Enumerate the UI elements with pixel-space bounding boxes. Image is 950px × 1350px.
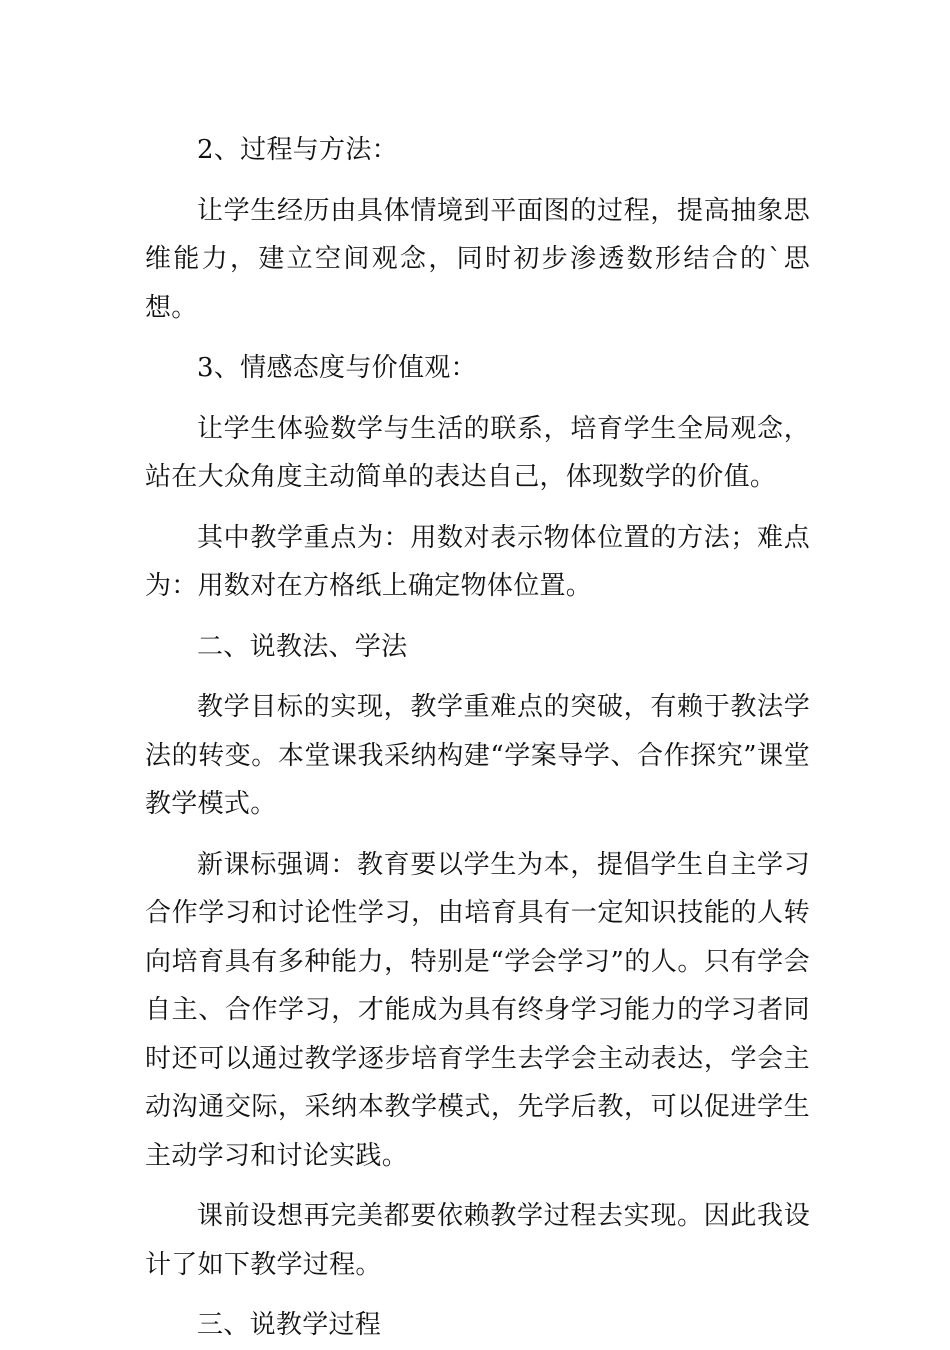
paragraph-new-curriculum: 新课标强调：教育要以学生为本，提倡学生自主学习合作学习和讨论性学习，由培育具有一定知识技能的人转向培育具有多种能力，特别是“学会学习”的人。只有学会自主、合作学习，才能成为具有终身学习能力的学习者同时还可以通过教学逐步培育学生去学会主动表达，学会主动沟通交际，采纳本教学模式，先学后教，可以促进学生主动学习和讨论实践。 — [145, 849, 810, 1171]
document-body — [145, 126, 810, 1350]
section-heading-process-method: 2、过程与方法： — [197, 135, 398, 165]
paragraph-emotion-values: 让学生体验数学与生活的联系，培育学生全局观念，站在大众角度主动简单的表达自己，体现数学的价值。 — [145, 413, 810, 492]
paragraph-process-method: 让学生经历由具体情境到平面图的过程，提高抽象思维能力，建立空间观念，同时初步渗透数形结合的`思想。 — [145, 195, 810, 323]
section-heading-teaching-process: 三、说教学过程 — [197, 1310, 382, 1340]
section-heading-emotion-values: 3、情感态度与价值观： — [197, 353, 477, 383]
paragraph-teaching-mode: 教学目标的实现，教学重难点的突破，有赖于教法学法的转变。本堂课我采纳构建“学案导学、合作探究”课堂教学模式。 — [145, 692, 810, 819]
section-heading-teaching-methods: 二、说教法、学法 — [197, 631, 408, 662]
paragraph-key-difficult-points: 其中教学重点为：用数对表示物体位置的方法；难点为：用数对在方格纸上确定物体位置。 — [145, 522, 810, 601]
paragraph-teaching-design: 课前设想再完美都要依赖教学过程去实现。因此我设计了如下教学过程。 — [145, 1201, 810, 1280]
